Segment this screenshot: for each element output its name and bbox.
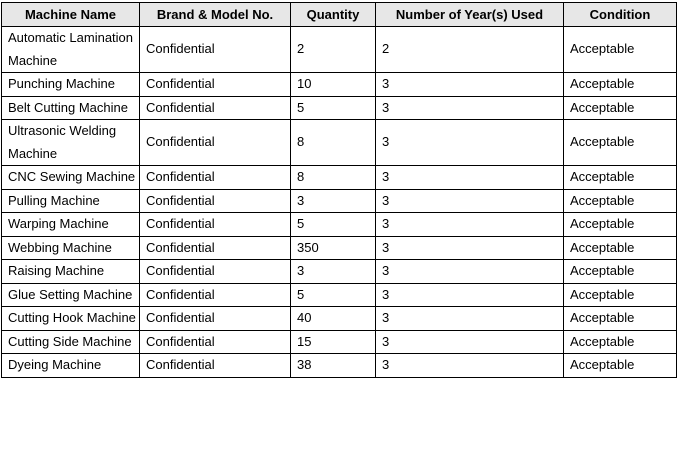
cell-condition: Acceptable — [564, 189, 677, 213]
cell-brand-model: Confidential — [140, 236, 291, 260]
cell-quantity: 5 — [291, 96, 376, 120]
cell-machine-name: Automatic Lamination Machine — [2, 27, 140, 73]
table-row — [2, 354, 677, 378]
cell-years-used: 3 — [376, 236, 564, 260]
cell-brand-model: Confidential — [140, 27, 291, 73]
cell-condition: Acceptable — [564, 166, 677, 190]
cell-brand-model: Confidential — [140, 283, 291, 307]
cell-brand-model: Confidential — [140, 120, 291, 166]
cell-quantity: 15 — [291, 330, 376, 354]
cell-quantity: 40 — [291, 307, 376, 331]
cell-machine-name: CNC Sewing Machine — [2, 166, 140, 190]
table-header-row — [2, 3, 677, 27]
cell-condition: Acceptable — [564, 354, 677, 378]
table-row — [2, 236, 677, 260]
cell-quantity: 8 — [291, 166, 376, 190]
cell-brand-model: Confidential — [140, 166, 291, 190]
table-row — [2, 27, 677, 73]
cell-condition: Acceptable — [564, 96, 677, 120]
cell-years-used: 3 — [376, 120, 564, 166]
cell-machine-name: Raising Machine — [2, 260, 140, 284]
cell-machine-name: Cutting Side Machine — [2, 330, 140, 354]
cell-condition: Acceptable — [564, 307, 677, 331]
cell-quantity: 3 — [291, 189, 376, 213]
cell-machine-name: Punching Machine — [2, 73, 140, 97]
cell-years-used: 3 — [376, 96, 564, 120]
table-row — [2, 260, 677, 284]
header-quantity: Quantity — [291, 3, 376, 27]
table-row — [2, 330, 677, 354]
cell-brand-model: Confidential — [140, 213, 291, 237]
cell-machine-name: Cutting Hook Machine — [2, 307, 140, 331]
cell-years-used: 3 — [376, 354, 564, 378]
header-condition: Condition — [564, 3, 677, 27]
cell-brand-model: Confidential — [140, 307, 291, 331]
cell-machine-name: Glue Setting Machine — [2, 283, 140, 307]
cell-quantity: 10 — [291, 73, 376, 97]
cell-brand-model: Confidential — [140, 354, 291, 378]
cell-years-used: 3 — [376, 166, 564, 190]
cell-quantity: 3 — [291, 260, 376, 284]
cell-condition: Acceptable — [564, 120, 677, 166]
cell-condition: Acceptable — [564, 73, 677, 97]
header-brand-model: Brand & Model No. — [140, 3, 291, 27]
cell-condition: Acceptable — [564, 27, 677, 73]
table-row — [2, 283, 677, 307]
cell-years-used: 3 — [376, 307, 564, 331]
cell-years-used: 3 — [376, 283, 564, 307]
machine-equipment-table — [1, 2, 677, 378]
cell-quantity: 5 — [291, 283, 376, 307]
cell-quantity: 8 — [291, 120, 376, 166]
cell-condition: Acceptable — [564, 283, 677, 307]
cell-brand-model: Confidential — [140, 330, 291, 354]
cell-machine-name: Dyeing Machine — [2, 354, 140, 378]
table-row — [2, 189, 677, 213]
table-row — [2, 96, 677, 120]
header-machine-name: Machine Name — [2, 3, 140, 27]
cell-quantity: 38 — [291, 354, 376, 378]
cell-brand-model: Confidential — [140, 96, 291, 120]
cell-years-used: 3 — [376, 213, 564, 237]
cell-quantity: 350 — [291, 236, 376, 260]
cell-machine-name: Pulling Machine — [2, 189, 140, 213]
cell-brand-model: Confidential — [140, 73, 291, 97]
header-years-used: Number of Year(s) Used — [376, 3, 564, 27]
cell-condition: Acceptable — [564, 330, 677, 354]
cell-brand-model: Confidential — [140, 189, 291, 213]
cell-years-used: 3 — [376, 330, 564, 354]
cell-machine-name: Warping Machine — [2, 213, 140, 237]
table-row — [2, 120, 677, 166]
cell-years-used: 3 — [376, 189, 564, 213]
table-row — [2, 213, 677, 237]
cell-condition: Acceptable — [564, 213, 677, 237]
cell-machine-name: Webbing Machine — [2, 236, 140, 260]
cell-condition: Acceptable — [564, 260, 677, 284]
table-row — [2, 307, 677, 331]
cell-brand-model: Confidential — [140, 260, 291, 284]
cell-machine-name: Belt Cutting Machine — [2, 96, 140, 120]
cell-quantity: 2 — [291, 27, 376, 73]
table-row — [2, 73, 677, 97]
cell-years-used: 3 — [376, 260, 564, 284]
cell-years-used: 2 — [376, 27, 564, 73]
cell-years-used: 3 — [376, 73, 564, 97]
cell-machine-name: Ultrasonic Welding Machine — [2, 120, 140, 166]
cell-condition: Acceptable — [564, 236, 677, 260]
table-row — [2, 166, 677, 190]
cell-quantity: 5 — [291, 213, 376, 237]
